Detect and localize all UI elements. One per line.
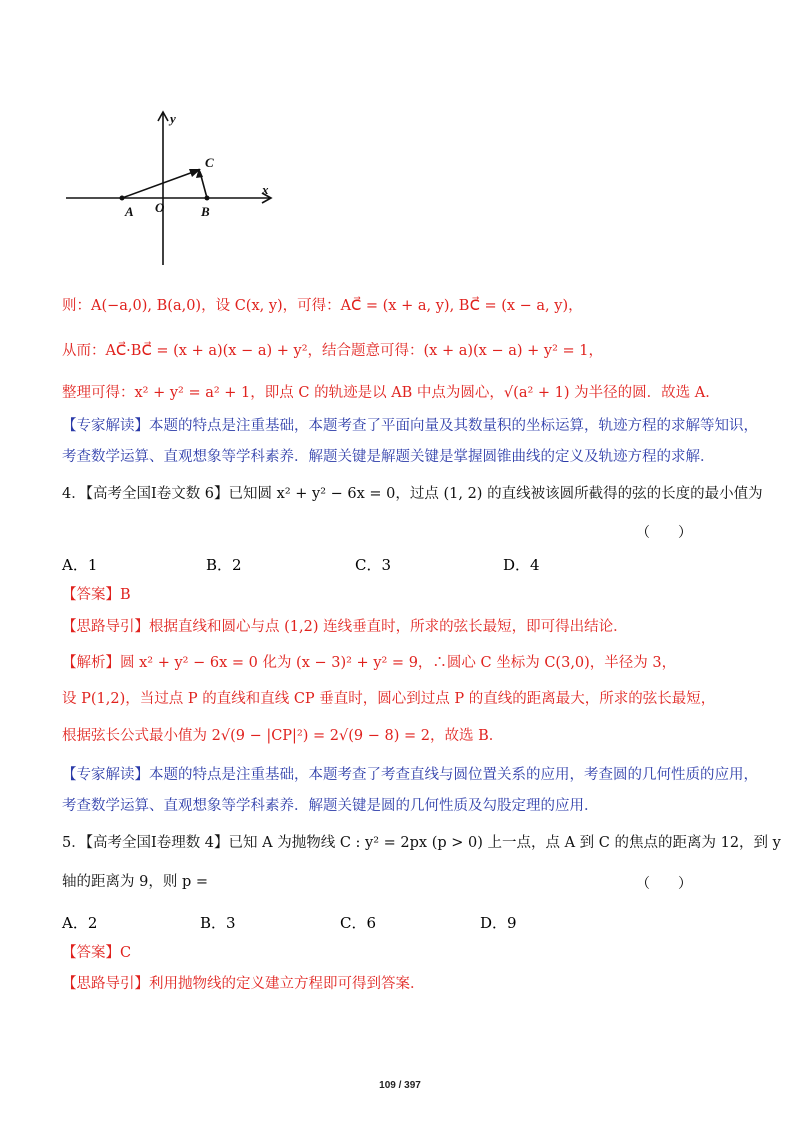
point-b [205,196,210,201]
q5-option-b: B．3 [200,914,236,932]
q3-line2: 从而：AC⃗·BC⃗ = (x + a)(x − a) + y²，结合题意可得：(x + a)(x − a) + y² = 1， [62,343,603,359]
q4-option-d: D．4 [503,556,540,574]
q4-option-c: C．3 [355,556,392,574]
label-o: O [155,200,165,215]
q4-paren: （ ） [636,525,692,541]
q5-answer: 【答案】C [62,945,132,961]
vector-ac [122,171,196,198]
point-a [120,196,125,201]
page-number: 109 / 397 [379,1080,421,1091]
q4-analysis1: 【解析】圆 x² + y² − 6x = 0 化为 (x − 3)² + y² = 9，∴圆心 C 坐标为 C(3,0)，半径为 3， [62,655,677,671]
q4-answer: 【答案】B [62,587,131,603]
q5-option-c: C．6 [340,914,377,932]
q4-option-a: A．1 [62,556,98,574]
label-a: A [125,204,134,219]
label-c: C [205,155,214,170]
q3-expert1: 【专家解读】本题的特点是注重基础，本题考查了平面向量及其数量积的坐标运算，轨迹方程的求解等知识， [62,418,758,434]
label-x: x [262,182,269,197]
q4-analysis3: 根据弦长公式最小值为 2√(9 − |CP|²) = 2√(9 − 8) = 2，故选 B． [62,728,504,744]
q4-expert2: 考查数学运算、直观想象等学科素养．解题关键是圆的几何性质及勾股定理的应用． [62,798,599,814]
q4-option-b: B．2 [206,556,242,574]
q3-line1: 则：A(−a,0), B(a,0)，设 C(x, y)，可得：AC⃗ = (x + a, y), BC⃗ = (x − a, y)， [62,298,583,314]
q4-analysis2: 设 P(1,2)，当过点 P 的直线和直线 CP 垂直时，圆心到过点 P 的直线的距离最大，所求的弦长最短， [62,691,716,707]
q4-stem: 4．【高考全国Ⅰ卷文数 6】已知圆 x² + y² − 6x = 0，过点 (1, 2) 的直线被该圆所截得的弦的长度的最小值为 [62,486,763,502]
q5-stem1: 5．【高考全国Ⅰ卷理数 4】已知 A 为抛物线 C : y² = 2px (p > 0) 上一点，点 A 到 C 的焦点的距离为 12，到 y [62,835,781,851]
q5-paren: （ ） [636,876,692,892]
q4-hint: 【思路导引】根据直线和圆心与点 (1,2) 连线垂直时，所求的弦长最短，即可得出结论． [62,619,628,635]
q3-expert2: 考查数学运算、直观想象等学科素养．解题关键是解题关键是掌握圆锥曲线的定义及轨迹方程的求解． [62,449,715,465]
label-y: y [170,111,176,126]
q5-option-a: A．2 [62,914,98,932]
q4-expert1: 【专家解读】本题的特点是注重基础，本题考查了考查直线与圆位置关系的应用，考查圆的几何性质的应用， [62,767,758,783]
q5-hint: 【思路导引】利用抛物线的定义建立方程即可得到答案． [62,976,425,992]
q3-line3: 整理可得：x² + y² = a² + 1，即点 C 的轨迹是以 AB 中点为圆心，√(a² + 1) 为半径的圆．故选 A． [62,385,720,401]
q5-stem2: 轴的距离为 9，则 p = [62,874,208,890]
label-b: B [201,204,210,219]
coordinate-figure [0,0,800,270]
q5-option-d: D．9 [480,914,517,932]
